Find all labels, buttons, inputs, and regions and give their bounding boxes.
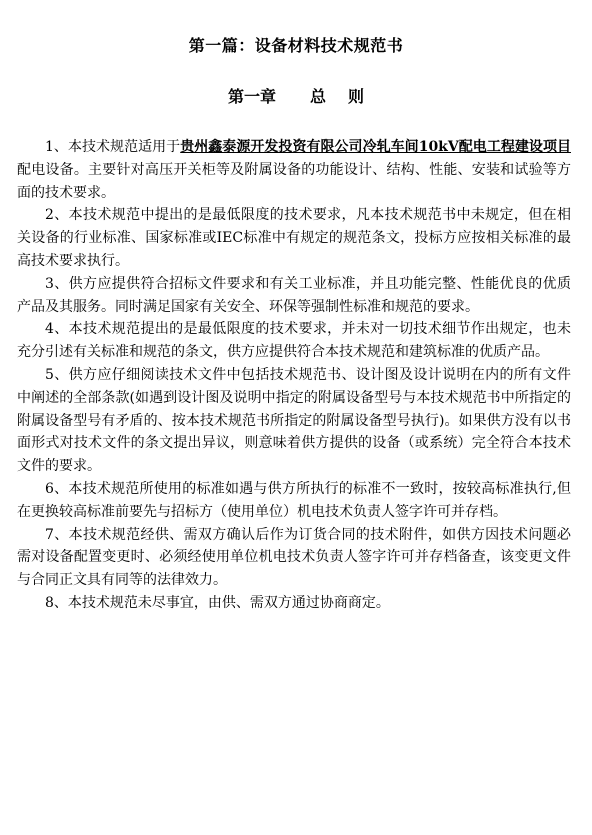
clause-4: 4、本技术规范提出的是最低限度的技术要求，并未对一切技术细节作出规定，也未充分引述有关标准和规范的条文，供方应提供符合本技术规范和建筑标准的优质产品。 (17, 321, 571, 361)
chapter-name-part1: 总 (309, 87, 326, 106)
clause-1-post: 配电设备。主要针对高压开关柜等及附属设备的功能设计、结构、性能、安装和试验等方面的技术要求。 (17, 161, 571, 201)
chapter-heading (0, 87, 592, 107)
chapter-name-part2: 则 (348, 87, 365, 106)
chapter-body (17, 136, 571, 615)
clause-6: 6、本技术规范所使用的标准如遇与供方所执行的标准不一致时，按较高标准执行,但在更换较高标准前要先与招标方（使用单位）机电技术负责人签字许可并存档。 (17, 480, 571, 520)
chapter-number: 第一章 (227, 87, 276, 106)
document-title: 第一篇：设备材料技术规范书 (188, 36, 404, 55)
clause-7: 7、本技术规范经供、需双方确认后作为订货合同的技术附件，如供方因技术问题必需对设备配置变更时、必须经使用单位机电技术负责人签字许可并存档备查，该变更文件与合同正文具有同等的法律效力。 (17, 526, 571, 589)
clause-1 (17, 136, 571, 204)
clause-5: 5、供方应仔细阅读技术文件中包括技术规范书、设计图及设计说明在内的所有文件中阐述的全部条款(如遇到设计图及说明中指定的附属设备型号与本技术规范书中所指定的附属设备型号有矛盾的、按本技术规范书所指定的附属设备型号执行)。如果供方没有以书面形式对技术文件的条文提出异议，则意味着供方提供的设备（或系统）完全符合本技术文件的要求。 (17, 366, 571, 475)
clause-2: 2、本技术规范中提出的是最低限度的技术要求，凡本技术规范书中未规定，但在相关设备的行业标准、国家标准或IEC标准中有规定的规范条文，投标方应按相关标准的最高技术要求执行。 (17, 207, 571, 269)
clause-1-pre: 1、本技术规范适用于 (45, 139, 181, 155)
clause-8: 8、本技术规范未尽事宜，由供、需双方通过协商商定。 (45, 594, 390, 611)
project-name: 贵州鑫泰源开发投资有限公司冷轧车间10kV配电工程建设项目 (180, 139, 571, 155)
clause-3: 3、供方应提供符合招标文件要求和有关工业标准，并且功能完整、性能优良的优质产品及其服务。同时满足国家有关安全、环保等强制性标准和规范的要求。 (17, 275, 571, 315)
